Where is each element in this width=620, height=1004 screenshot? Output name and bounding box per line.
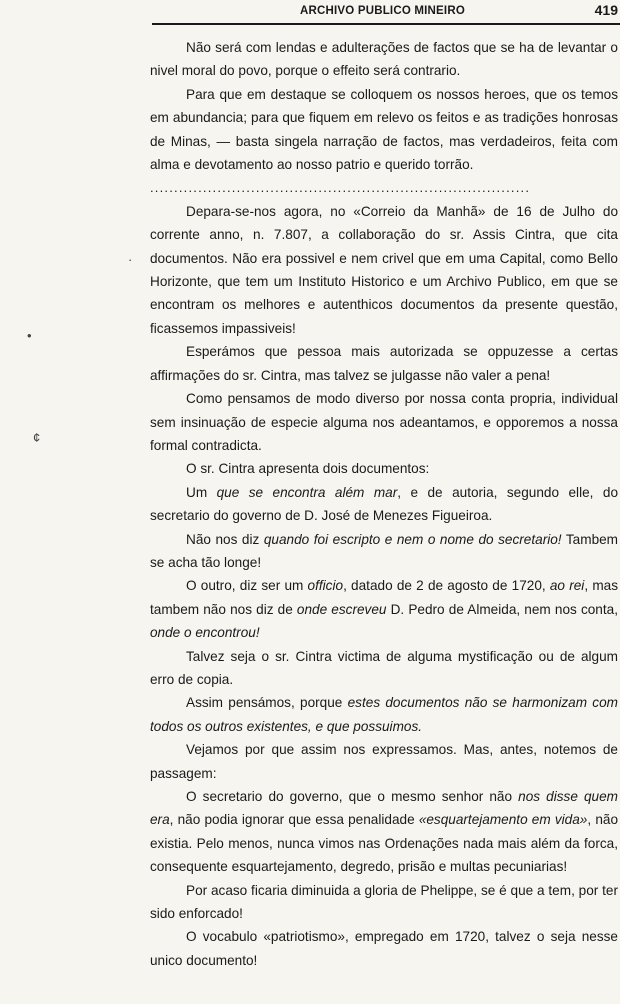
- paragraph: Talvez seja o sr. Cintra victima de alguma mystificação ou de algum erro de copia.: [150, 648, 618, 687]
- italic-phrase: ao rei: [549, 578, 585, 594]
- page-body: [150, 36, 618, 972]
- margin-mark: ¢: [33, 430, 41, 445]
- italic-phrase: officio: [307, 578, 344, 594]
- paragraph: Por acaso ficaria diminuida a gloria de Phelippe, se é que a tem, por ter sido enforcado!: [150, 882, 618, 922]
- italic-phrase: estes documentos não se harmonizam com todos os outros existentes, e que possuimos.: [150, 695, 618, 734]
- paragraph: O vocabulo «patriotismo», empregado em 1720, talvez o seja nesse unico documento!: [150, 929, 618, 968]
- paragraph: Depara-se-nos agora, no «Correio da Manhã» de 16 de Julho do corrente anno, n. 7.807, a collaboração do sr. Assis Cintra, que cita documentos. Não era possivel e nem crivel que em uma Capital, como Bello Horizonte, que tem um Instituto Historico e um Archivo Publico, em que se encontram os melhores e autenthicos documentos da presente questão, ficassemos impassiveis!: [150, 203, 618, 336]
- italic-phrase: que se encontra além mar: [216, 484, 398, 500]
- paragraph: Esperámos que pessoa mais autorizada se oppuzesse a certas affirmações do sr. Cintra, mas talvez se julgasse não valer a pena!: [150, 344, 618, 383]
- paragraph-nao: Não nos diz quando foi escripto e nem o nome do secretario! Tambem se acha tão longe!: [150, 531, 619, 570]
- italic-phrase: «esquartejamento em vida»: [418, 812, 588, 828]
- paragraph-secretario: O secretario do governo, que o mesmo senhor não nos disse quem era, não podia ignorar que essa penalidade «esquartejamento em vida», não existia. Pelo menos, nunca vimos nas Ordenações nada mais além da forca, consequente esquartejamento, degredo, prisão e multas pecuniarias!: [150, 789, 619, 875]
- italic-phrase: onde escreveu: [296, 601, 387, 617]
- paragraph: Não será com lendas e adulterações de factos que se ha de levantar o nivel moral do povo, porque o effeito será contrario.: [150, 40, 618, 79]
- margin-mark: •: [27, 328, 32, 343]
- paragraph-assim: Assim pensámos, porque estes documentos não se harmonizam com todos os outros existentes, e que possuimos.: [150, 695, 618, 734]
- margin-mark: ·: [128, 252, 133, 267]
- italic-phrase: quando foi escripto e nem o nome do secretario!: [263, 531, 562, 547]
- running-title: ARCHIVO PUBLICO MINEIRO: [300, 5, 465, 17]
- paragraph-um: Um que se encontra além mar, e de autoria, segundo elle, do secretario do governo de D. José de Menezes Figueiroa.: [150, 484, 618, 524]
- italic-phrase: nos disse quem era: [150, 789, 618, 828]
- paragraph: Para que em destaque se colloquem os nossos heroes, que os temos em abundancia; para que fiquem em relevo os feitos e as tradições honrosas de Minas, — basta singela narração de factos, mas verdadeiros, feita com alma e devotamento ao nosso patrio e querido torrão.: [150, 86, 618, 173]
- paragraph: O sr. Cintra apresenta dois documentos:: [186, 461, 430, 477]
- page-header: [152, 2, 620, 24]
- paragraph: Como pensamos de modo diverso por nossa conta propria, individual sem insinuação de especie alguma nos adeantamos, e opporemos a nossa formal contradicta.: [150, 391, 618, 453]
- italic-phrase: onde o encontrou!: [150, 625, 260, 641]
- paragraph-outro: O outro, diz ser um officio, datado de 2 de agosto de 1720, ao rei, mas tambem não nos diz de onde escreveu D. Pedro de Almeida, nem nos conta, onde o encontrou!: [150, 578, 618, 641]
- header-rule: [152, 23, 620, 25]
- paragraph: Vejamos por que assim nos expressamos. Mas, antes, notemos de passagem:: [150, 742, 618, 781]
- dotted-separator: ...............................................................................: [150, 180, 531, 196]
- page-number: 419: [594, 2, 618, 18]
